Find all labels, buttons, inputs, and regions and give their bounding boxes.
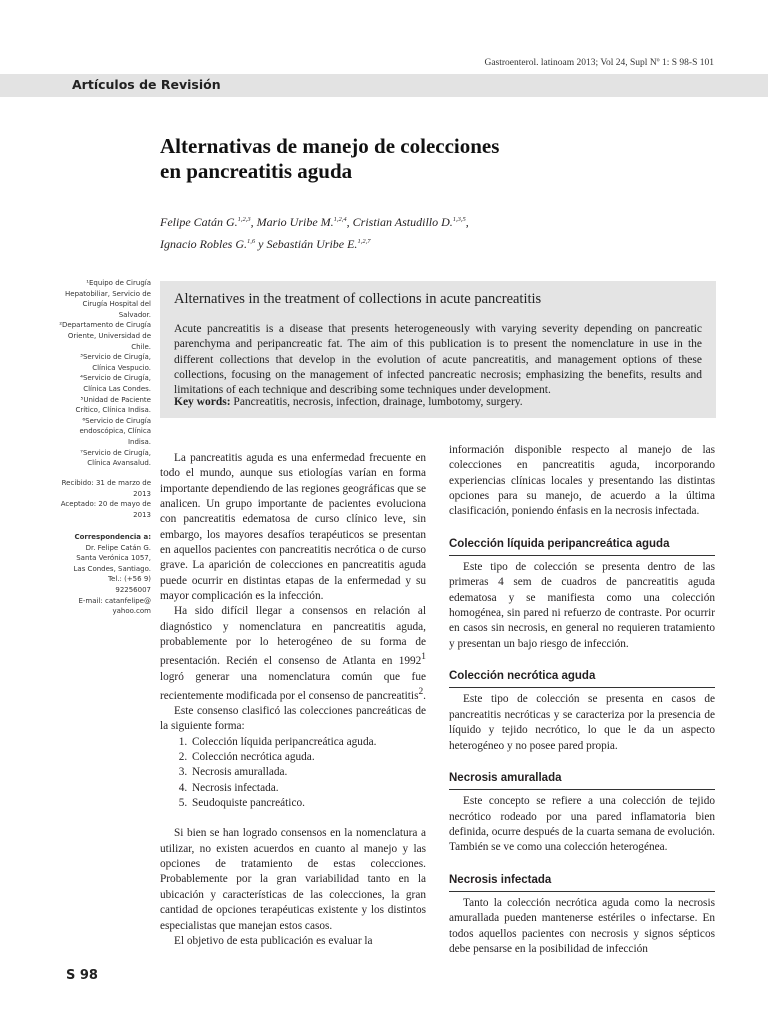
spacer — [449, 652, 715, 669]
accepted-date: Aceptado: 20 de mayo de 2013 — [60, 500, 151, 519]
list-item: 1. Colección líquida peripancreática aguda. — [190, 735, 426, 750]
list-item: 5. Seudoquiste pancreático. — [190, 796, 426, 811]
keywords-label: Key words: — [174, 396, 231, 408]
page-number: S 98 — [66, 968, 98, 983]
section-heading: Necrosis infectada — [449, 873, 715, 892]
author-separator: , — [250, 215, 257, 229]
list-item: 3. Necrosis amurallada. — [190, 765, 426, 780]
correspondence-label: Correspondencia a: — [74, 533, 151, 541]
affiliation: ³Servicio de Cirugía, Clínica Vespucio. — [80, 353, 151, 372]
section-paragraph: Este concepto se refiere a una colección de tejido necrótico rodeado por una pared inflamatoria bien definida, ocurre después de la cuarta semana de evolución. También se ve como una colección heterogénea. — [449, 795, 715, 854]
affiliation: ⁴Servicio de Cirugía, Clínica Las Condes. — [80, 374, 151, 393]
author-separator: , — [346, 215, 353, 229]
body-paragraph-continuation: información disponible respecto al manejo de las colecciones en pancreatitis aguda, incorporando experiencias clínicas locales y presentando las distintas opciones para su manejo, de acuerdo a la última clasificación, poniendo énfasis en la necrosis infectada. — [449, 444, 715, 518]
list-item: 4. Necrosis infectada. — [190, 781, 426, 796]
journal-citation: Gastroenterol. latinoam 2013; Vol 24, Supl Nº 1: S 98-S 101 — [484, 58, 714, 68]
section-heading: Colección líquida peripancreática aguda — [449, 537, 715, 556]
author-affiliation-ref: 1,2,4 — [333, 216, 347, 223]
section-paragraph: Este tipo de colección se presenta en casos de pancreatitis necróticas y se caracteriza por la presencia de líquido y tejido necrótico, lo que le da un aspecto heterogéneo y no posee pared propia. — [449, 693, 715, 752]
author-affiliation-ref: 1,3,5 — [452, 216, 466, 223]
correspondence-line: E-mail: catanfelipe@ — [78, 596, 151, 605]
abstract-text: Acute pancreatitis is a disease that presents heterogeneously with varying severity depending on pancreatic parenchyma and peripancreatic fat. The aim of this publication is to present the nomenclature in use in the different collections that develop in the evolution of acute pancreatitis, and management options of these collections, focusing on the management of infected pancreatic necrosis; emphasizing the benefits, results and limitations of each technique and describing some techniques under development. — [174, 323, 702, 397]
body-paragraph: Este consenso clasificó las colecciones pancreáticas de la siguiente forma: — [160, 705, 426, 733]
keywords-list: Pancreatitis, necrosis, infection, drainage, lumbotomy, surgery. — [230, 396, 523, 408]
correspondence-line: 92256007 — [115, 585, 151, 594]
affiliation: ²Departamento de Cirugía Oriente, Universidad de Chile. — [59, 321, 151, 351]
correspondence-line: Dr. Felipe Catán G. — [85, 543, 151, 552]
author-separator: y — [255, 237, 267, 251]
section-paragraph: Este tipo de colección se presenta dentro de las primeras 4 sem de cuadros de pancreatitis aguda edematosa y se manifiesta como una colección homogénea, sin pared ni refuerzo de contraste. Por ocurrir en casos sin necrosis, en general no requieren tratamiento y presentan un bajo riesgo de infección. — [449, 561, 715, 650]
body-paragraph: La pancreatitis aguda es una enfermedad frecuente en todo el mundo, aunque sus etiologías varían en forma importante dependiendo de las regiones geográficas que se analicen. Un grupo importante de pacientes evoluciona con pancreatitis edematosa de curso clínico leve, sin embargo, los mayores desafíos terapéuticos se presentan en aquellos pacientes con pancreatitis necrótica o de curso grave. La aparición de colecciones en pancreatitis aguda puede ocurrir en distintas etapas de la enfermedad y su mayor complicación es la infección. — [160, 452, 426, 603]
reference-marker: 2 — [418, 686, 424, 697]
author-name: Sebastián Uribe E. — [266, 237, 358, 251]
correspondence-line: Santa Verónica 1057, — [76, 554, 151, 563]
body-paragraph: El objetivo de esta publicación es evaluar la — [174, 934, 373, 947]
correspondence-email[interactable]: yahoo.com — [112, 607, 151, 616]
paragraph-text: . — [423, 689, 426, 702]
body-paragraph: Si bien se han logrado consensos en la nomenclatura a utilizar, no existen acuerdos en cuanto al manejo y las opciones de tratamiento de estas colecciones. Probablemente por la gran variabilidad tanto en la ubicación y características de las colecciones, la gran cantidad de opciones terapéuticas existente y los distintos especialistas que manejan estos casos. — [160, 827, 426, 932]
correspondence-line: Las Condes, Santiago. — [73, 564, 151, 573]
keywords — [174, 395, 702, 410]
spacer — [449, 520, 715, 537]
affiliations — [56, 278, 151, 469]
author-affiliation-ref: 1,2,7 — [357, 238, 371, 245]
spacer — [449, 754, 715, 771]
submission-dates — [56, 478, 151, 520]
title-line-1: Alternativas de manejo de colecciones — [160, 134, 500, 158]
author-name: Felipe Catán G. — [160, 215, 238, 229]
spacer — [449, 856, 715, 873]
author-name: Cristian Astudillo D. — [352, 215, 453, 229]
author-affiliation-ref: 1,6 — [246, 238, 256, 245]
section-heading: Necrosis amurallada — [449, 771, 715, 790]
article-title — [160, 134, 600, 184]
author-name: Ignacio Robles G. — [160, 237, 247, 251]
affiliation: ⁵Unidad de Paciente Crítico, Clínica Indisa. — [75, 395, 151, 415]
author-separator: , — [465, 215, 469, 229]
affiliation: ¹Equipo de Cirugía Hepatobiliar, Servicio de Cirugía Hospital del Salvador. — [65, 279, 151, 319]
section-heading: Colección necrótica aguda — [449, 669, 715, 688]
body-paragraph — [160, 604, 426, 704]
received-date: Recibido: 31 de marzo de 2013 — [61, 479, 151, 498]
title-line-2: en pancreatitis aguda — [160, 159, 353, 183]
collection-classification-list — [160, 735, 426, 812]
correspondence-line: Tel.: (+56 9) — [107, 575, 151, 584]
body-column-left — [160, 451, 426, 949]
body-column-right — [449, 443, 715, 957]
section-label: Artículos de Revisión — [72, 77, 221, 92]
author-affiliation-ref: 1,2,3 — [237, 216, 251, 223]
affiliation: ⁷Servicio de Cirugía, Clínica Avansalud. — [80, 448, 151, 468]
abstract-title: Alternatives in the treatment of collections in acute pancreatitis — [174, 291, 542, 307]
reference-marker: 1 — [421, 652, 426, 663]
list-item: 2. Colección necrótica aguda. — [190, 750, 426, 765]
spacer — [160, 811, 426, 826]
correspondence — [56, 532, 151, 617]
author-name: Mario Uribe M. — [256, 215, 334, 229]
section-paragraph: Tanto la colección necrótica aguda como la necrosis amurallada pueden mantenerse estériles o infectarse. En todos aquellos pacientes con necrosis y signos sépticos debe pensarse en la posibilidad de infección — [449, 896, 715, 955]
author-list — [160, 210, 580, 254]
affiliation: ⁶Servicio de Cirugía endoscópica, Clínica Indisa. — [79, 416, 151, 446]
paragraph-text: logró generar una nomenclatura común que fue recientemente modificada por el consenso de pancreatitis — [160, 670, 426, 702]
paragraph-text: Ha sido difícil llegar a consensos en relación al diagnóstico y nomenclatura en pancreatitis aguda, probablemente por lo heterogéneo de su forma de presentación. Recién el consenso de Atlanta en 1992 — [160, 605, 426, 668]
